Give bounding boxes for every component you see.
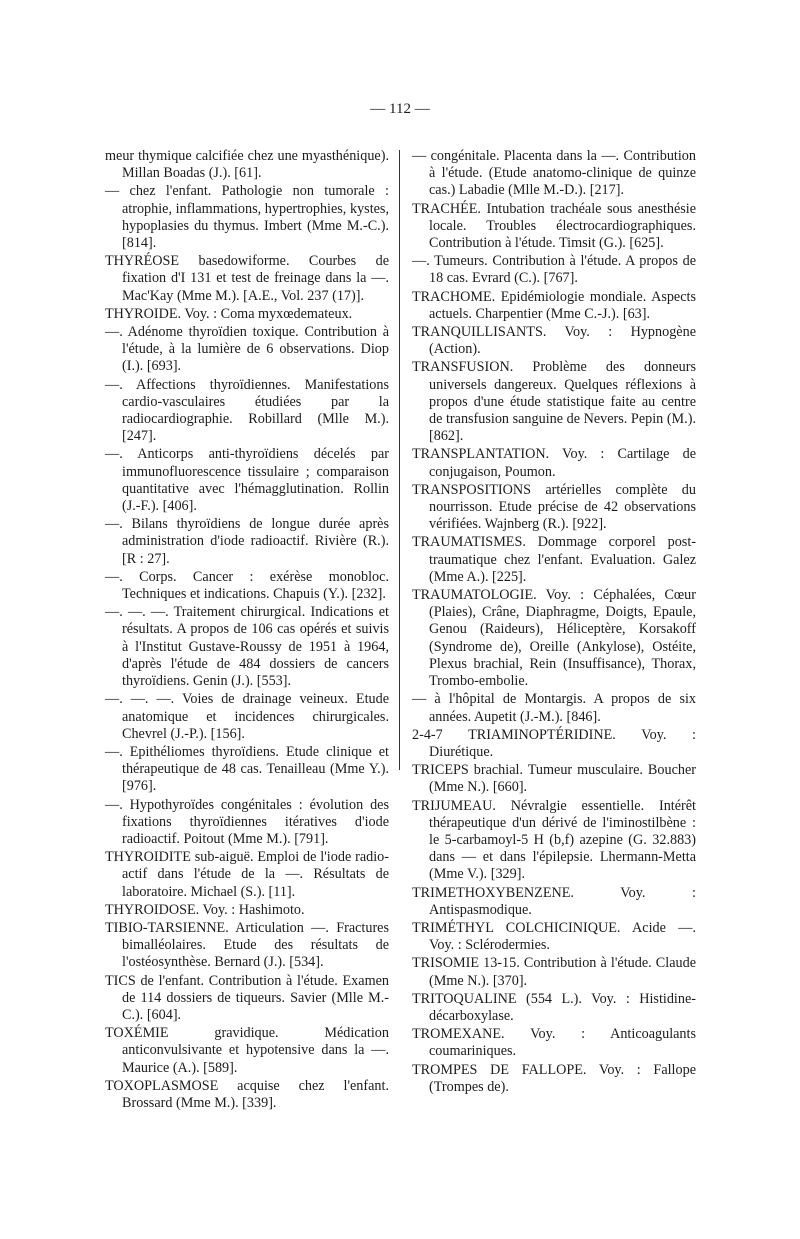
index-entry: TOXÉMIE gravidique. Médication anticonvulsivante et hypotensive dans la —. Maurice (A.). [589]. [105, 1025, 389, 1076]
index-entry: THYRÉOSE basedowiforme. Courbes de fixation d'I 131 et test de freinage dans la —. Mac'Kay (Mme M.). [A.E., Vol. 237 (17)]. [105, 253, 389, 304]
index-entry: — congénitale. Placenta dans la —. Contribution à l'étude. (Etude anatomo-clinique de quinze cas.) Labadie (Mlle M.-D.). [217]. [412, 148, 696, 199]
index-entry: TRIMÉTHYL COLCHICINIQUE. Acide —. Voy. : Sclérodermies. [412, 919, 696, 954]
index-entry: — chez l'enfant. Pathologie non tumorale : atrophie, inflammations, hypertrophies, kystes, hypoplasies du thymus. Imbert (Mme M.-C.). [814]. [105, 183, 389, 252]
index-entry: TRANQUILLISANTS. Voy. : Hypnogène (Action). [412, 324, 696, 358]
column-divider [399, 150, 400, 770]
index-entry: —. Affections thyroïdiennes. Manifestations cardio-vasculaires étudiées par la radiocardiographie. Robillard (Mlle M.). [247]. [105, 376, 389, 445]
index-entry: meur thymique calcifiée chez une myasthénique). Millan Boadas (J.). [61]. [105, 148, 389, 182]
index-entry: TRACHOME. Epidémiologie mondiale. Aspects actuels. Charpentier (Mme C.-J.). [63]. [412, 288, 696, 322]
index-entry: —. Hypothyroïdes congénitales : évolution des fixations thyroïdiennes itératives d'iode radioactif. Poitout (Mme M.). [791]. [105, 796, 389, 847]
index-entry: TRAUMATISMES. Dommage corporel post-traumatique chez l'enfant. Evaluation. Galez (Mme A.). [225]. [412, 534, 696, 585]
index-entry: TROMEXANE. Voy. : Anticoagulants coumariniques. [412, 1026, 696, 1060]
index-entry: THYROIDE. Voy. : Coma myxœdemateux. [105, 305, 353, 322]
right-column [412, 148, 696, 1097]
index-entry: —. —. —. Voies de drainage veineux. Etude anatomique et incidences chirurgicales. Chevrel (J.-P.). [156]. [105, 691, 389, 742]
index-entry: TRACHÉE. Intubation trachéale sous anesthésie locale. Troubles électrocardiographiques. Contribution à l'étude. Timsit (G.). [625]. [412, 200, 696, 252]
index-entry: —. Corps. Cancer : exérèse monobloc. Techniques et indications. Chapuis (Y.). [232]. [105, 568, 389, 603]
index-entry: TRANSFUSION. Problème des donneurs universels dangereux. Quelques réflexions à propos d'une étude statistique faite au centre de transfusion sanguine de Nevers. Pepin (M.). [862]. [412, 359, 696, 445]
index-entry: THYROIDOSE. Voy. : Hashimoto. [105, 901, 305, 918]
index-entry: TIBIO-TARSIENNE. Articulation —. Fractures bimalléolaires. Etude des résultats de l'ostéosynthèse. Bernard (J.). [534]. [105, 919, 389, 971]
index-entry: TICS de l'enfant. Contribution à l'étude. Examen de 114 dossiers de tiqueurs. Savier (Mlle M.-C.). [604]. [105, 972, 389, 1023]
index-entry: TRANSPOSITIONS artérielles complète du nourrisson. Etude précise de 42 observations vérifiées. Wajnberg (R.). [922]. [412, 481, 696, 533]
index-entry: —. Tumeurs. Contribution à l'étude. A propos de 18 cas. Evrard (C.). [767]. [412, 253, 696, 287]
index-entry: TRIMETHOXYBENZENE. Voy. : Antispasmodique. [412, 884, 696, 918]
index-entry: THYROIDITE sub-aiguë. Emploi de l'iode radio-actif dans l'étude de la —. Résultats de laboratoire. Michael (S.). [11]. [105, 849, 389, 900]
index-entry: 2-4-7 TRIAMINOPTÉRIDINE. Voy. : Diurétique. [412, 726, 696, 760]
index-entry: TRAUMATOLOGIE. Voy. : Céphalées, Cœur (Plaies), Crâne, Diaphragme, Doigts, Epaule, Genou (Raideurs), Héliceptère, Korsakoff (Syndrome de), Oreille (Ankylose), Ostéite, Plexus brachial, Rein (Insuffisance), Thorax, Trombo-embolie. [412, 587, 696, 690]
index-entry: —. Adénome thyroïdien toxique. Contribution à l'étude, à la lumière de 6 observations. Diop (I.). [693]. [105, 324, 389, 375]
index-entry: —. —. —. Traitement chirurgical. Indications et résultats. A propos de 106 cas opérés et suivis à l'Institut Gustave-Roussy de 1951 à 1964, d'après l'étude de 484 dossiers de cancers thyroïdiens. Genin (J.). [553]. [105, 604, 389, 690]
index-entry: TROMPES DE FALLOPE. Voy. : Fallope (Trompes de). [412, 1061, 696, 1095]
index-entry: —. Bilans thyroïdiens de longue durée après administration d'iode radioactif. Rivière (R.). [R : 27]. [105, 516, 389, 567]
index-entry: TRITOQUALINE (554 L.). Voy. : Histidine-décarboxylase. [412, 990, 696, 1024]
left-column [105, 148, 389, 1113]
index-entry: TRANSPLANTATION. Voy. : Cartilage de conjugaison, Poumon. [412, 446, 696, 480]
page-number: — 112 — [370, 101, 430, 117]
index-entry: TOXOPLASMOSE acquise chez l'enfant. Brossard (Mme M.). [339]. [105, 1077, 389, 1111]
index-entry: TRICEPS brachial. Tumeur musculaire. Boucher (Mme N.). [660]. [412, 762, 696, 796]
index-entry: — à l'hôpital de Montargis. A propos de six années. Aupetit (J.-M.). [846]. [412, 691, 696, 725]
index-entry: TRIJUMEAU. Névralgie essentielle. Intérêt thérapeutique d'un dérivé de l'iminostilbène : le 5-carbamoyl-5 H (b,f) azepine (G. 32.883) dans — et dans l'épilepsie. Lhermann-Metta (Mme V.). [329]. [412, 797, 696, 883]
index-entry: TRISOMIE 13-15. Contribution à l'étude. Claude (Mme N.). [370]. [412, 955, 696, 989]
index-entry: —. Epithéliomes thyroïdiens. Etude clinique et thérapeutique de 48 cas. Tenailleau (Mme Y.). [976]. [105, 743, 389, 795]
index-entry: —. Anticorps anti-thyroïdiens décelés par immunofluorescence tissulaire ; comparaison quantitative avec l'hémagglutination. Rollin (J.-F.). [406]. [105, 446, 389, 515]
